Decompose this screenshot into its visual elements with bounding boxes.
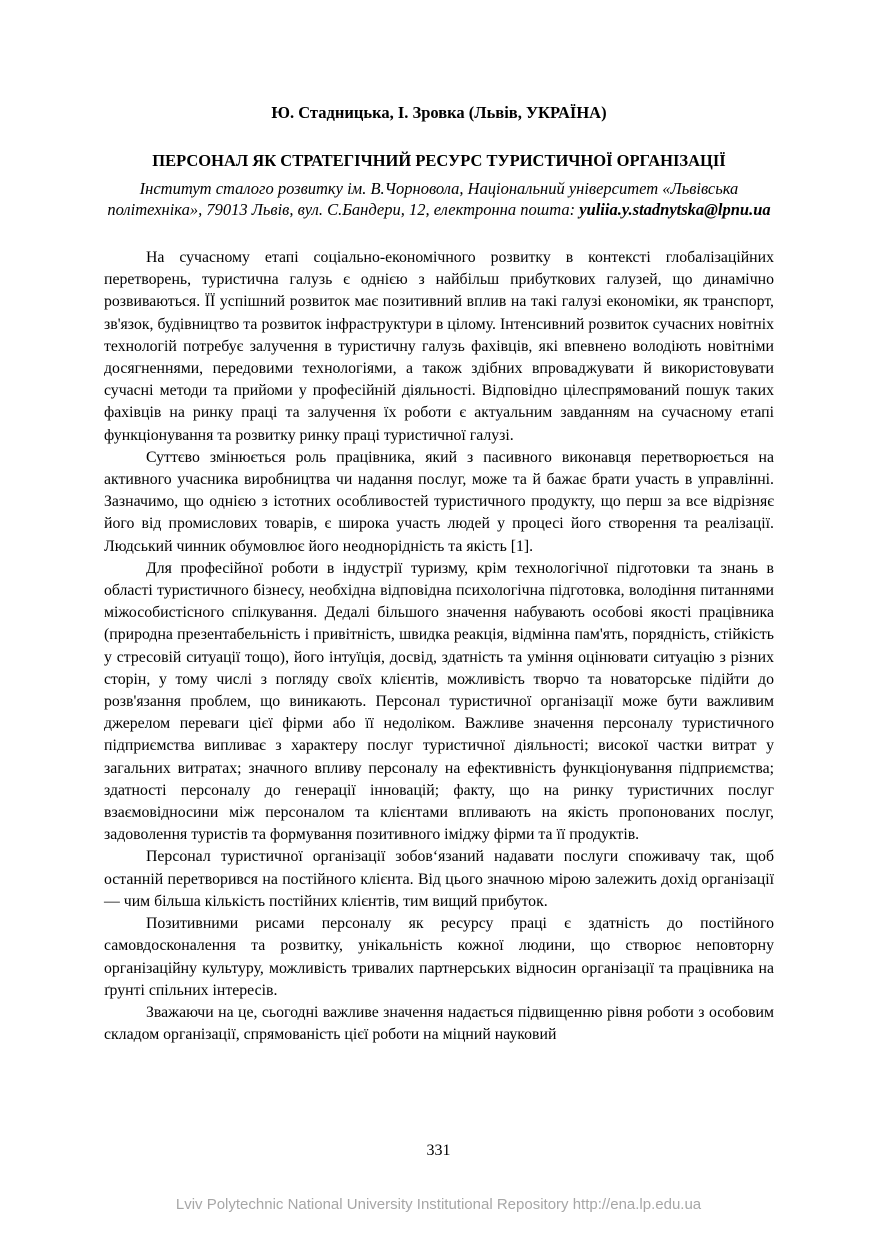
page-number: 331 [426,1142,451,1159]
repository-footer: Lviv Polytechnic National University Institutional Repository http://ena.lp.edu.ua [175,1196,702,1213]
paragraph-3: Для професійної роботи в індустрії туризму, крім технологічної підготовки та знань в області туристичного бізнесу, необхідна відповідна психологічна підготовка, володіння питаннями міжособистісного спілкування. Дедалі більшого значення набувають особові якості працівника (природна презентабельність і привітність, швидка реакція, відмінна пам'ять, порядність, стійкість у стресовій ситуації тощо), його інтуїція, досвід, здатність та уміння оцінювати ситуацію з різних сторін, у тому числі з погляду своїх клієнтів, можливість творчо та новаторське підійти до розв'язання проблем, що виникають. Персонал туристичної організації може бути важливим джерелом переваги цієї фірми або її недоліком. Важливе значення персоналу туристичного підприємства випливає з характеру послуг туристичної діяльності; високої частки витрат у загальних витратах; значного впливу персоналу на ефективність функціонування підприємства; здатності персоналу до генерації інновацій; факту, що на ринку туристичних послуг взаємовідносини між персоналом та клієнтами впливають на якість пропонованих послуг, задоволення туристів та формування позитивного іміджу фірми та її продуктів. [104,559,774,844]
authors-line: Ю. Стадницька, І. Зровка (Львів, УКРАЇНА) [271,103,607,122]
text-block [104,0,774,1046]
affiliation-text: Інститут сталого розвитку ім. В.Чорновола, Національний університет «Львівська політехніка», 79013 Львів, вул. С.Бандери, 12, електронна пошта: [107,179,739,219]
paper-title: ПЕРСОНАЛ ЯК СТРАТЕГІЧНИЙ РЕСУРС ТУРИСТИЧНОЇ ОРГАНІЗАЦІЇ [152,151,726,170]
paragraph-2: Суттєво змінюється роль працівника, який з пасивного виконавця перетворюється на активного учасника виробництва чи надання послуг, може та й бажає брати участь в управлінні. Зазначимо, що однією з істотних особливостей туристичного продукту, що перш за все відрізняє його від промислових товарів, є широка участь людей у процесі його створення та реалізації. Людський чинник обумовлює його неоднорідність та якість [1]. [104,448,774,555]
paper-body [104,247,774,1046]
email-address: yuliia.y.stadnytska@lpnu.ua [579,200,771,219]
paragraph-4: Персонал туристичної організації зобов‘язаний надавати послуги споживачу так, щоб останній перетворився на постійного клієнта. Від цього значною мірою залежить дохід організації — чим більша кількість постійних клієнтів, тим вищий прибуток. [104,848,774,910]
paragraph-5: Позитивними рисами персоналу як ресурсу праці є здатність до постійного самовдосконалення та розвитку, унікальність кожної людини, що створює неповторну організаційну культуру, можливість тривалих партнерських відносин організації та працівника на ґрунті спільних інтересів. [104,915,774,999]
paragraph-6: Зважаючи на це, сьогодні важливе значення надається підвищенню рівня роботи з особовим складом організації, спрямованість цієї роботи на міцний науковий [104,1003,774,1044]
affiliation-line [104,178,774,220]
paragraph-1: На сучасному етапі соціально-економічного розвитку в контексті глобалізаційних перетворень, туристична галузь є однією з найбільш прибуткових галузей, що динамічно розвиваються. ЇЇ успішний розвиток має позитивний вплив на такі галузі економіки, як транспорт, зв'язок, будівництво та розвиток інфраструктури в цілому. Інтенсивний розвиток сучасних новітніх технологій потребує залучення в туристичну галузь фахівців, які впевнено володіють новітніми досягненнями, передовими технологіями, а також здібних впроваджувати й використовувати сучасні методи та прийоми у професійній діяльності. Відповідно цілеспрямований пошук таких фахівців на ринку праці та залучення їх роботи є актуальним завданням на сучасному етапі функціонування та розвитку ринку праці туристичної галузі. [104,249,774,444]
